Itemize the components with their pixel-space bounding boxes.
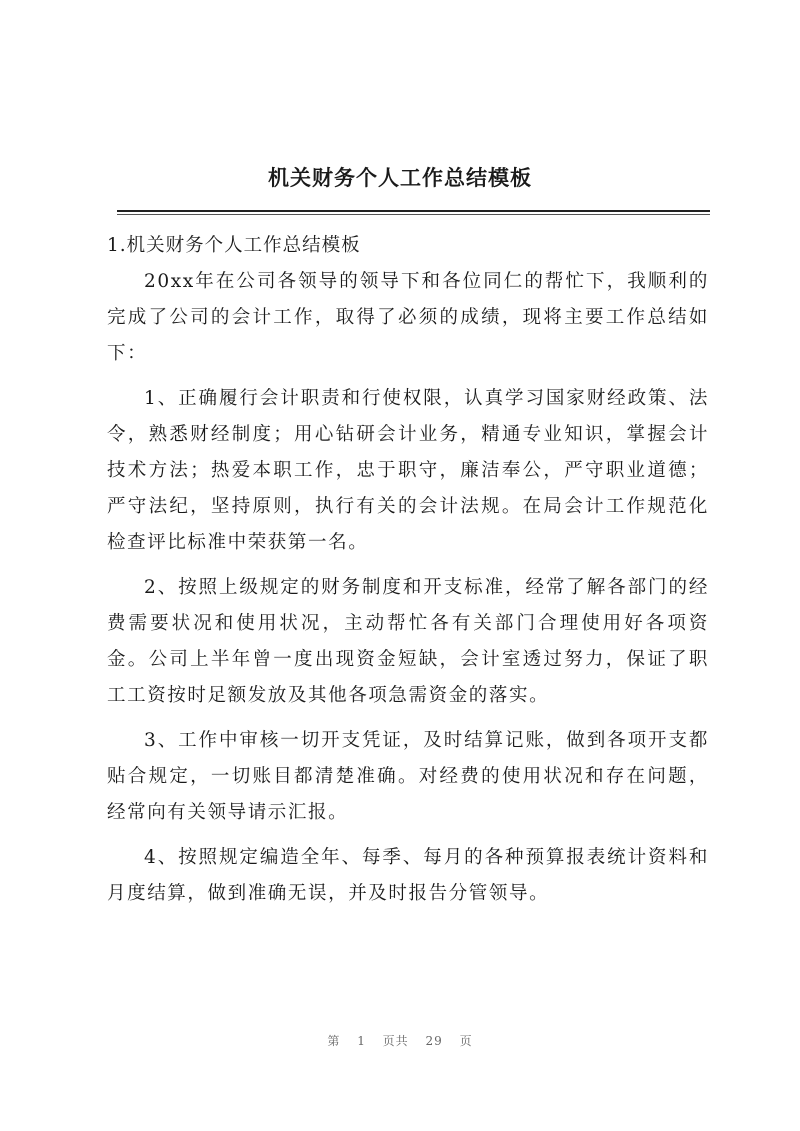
footer-current-page: 1: [357, 1034, 366, 1048]
document-body: [107, 228, 709, 921]
page-footer: [0, 1032, 800, 1049]
section-heading: 1.机关财务个人工作总结模板: [107, 235, 361, 256]
footer-label-total: 页共: [382, 1034, 409, 1048]
paragraph-item-4: 4、按照规定编造全年、每季、每月的各种预算报表统计资料和月度结算，做到准确无误，并及时报告分管领导。: [107, 847, 709, 904]
footer-label-page: 第: [327, 1034, 341, 1048]
paragraph-item-1: 1、正确履行会计职责和行使权限，认真学习国家财经政策、法令，熟悉财经制度；用心钻研会计业务，精通专业知识，掌握会计技术方法；热爱本职工作，忠于职守，廉洁奉公，严守职业道德；严守法纪，坚持原则，执行有关的会计法规。在局会计工作规范化检查评比标准中荣获第一名。: [107, 388, 709, 553]
paragraph-item-2: 2、按照上级规定的财务制度和开支标准，经常了解各部门的经费需要状况和使用状况，主动帮忙各有关部门合理使用好各项资金。公司上半年曾一度出现资金短缺，会计室透过努力，保证了职工工资按时足额发放及其他各项急需资金的落实。: [107, 577, 709, 706]
paragraph-intro: 20xx年在公司各领导的领导下和各位同仁的帮忙下，我顺利的完成了公司的会计工作，取得了必须的成绩，现将主要工作总结如下：: [107, 271, 709, 364]
footer-total-pages: 29: [425, 1034, 443, 1048]
title-divider: [117, 210, 710, 212]
page-title: 机关财务个人工作总结模板: [268, 165, 532, 190]
title-divider-thin: [117, 214, 710, 215]
footer-label-end: 页: [459, 1034, 473, 1048]
paragraph-item-3: 3、工作中审核一切开支凭证，及时结算记账，做到各项开支都贴合规定，一切账目都清楚准确。对经费的使用状况和存在问题，经常向有关领导请示汇报。: [107, 730, 709, 823]
